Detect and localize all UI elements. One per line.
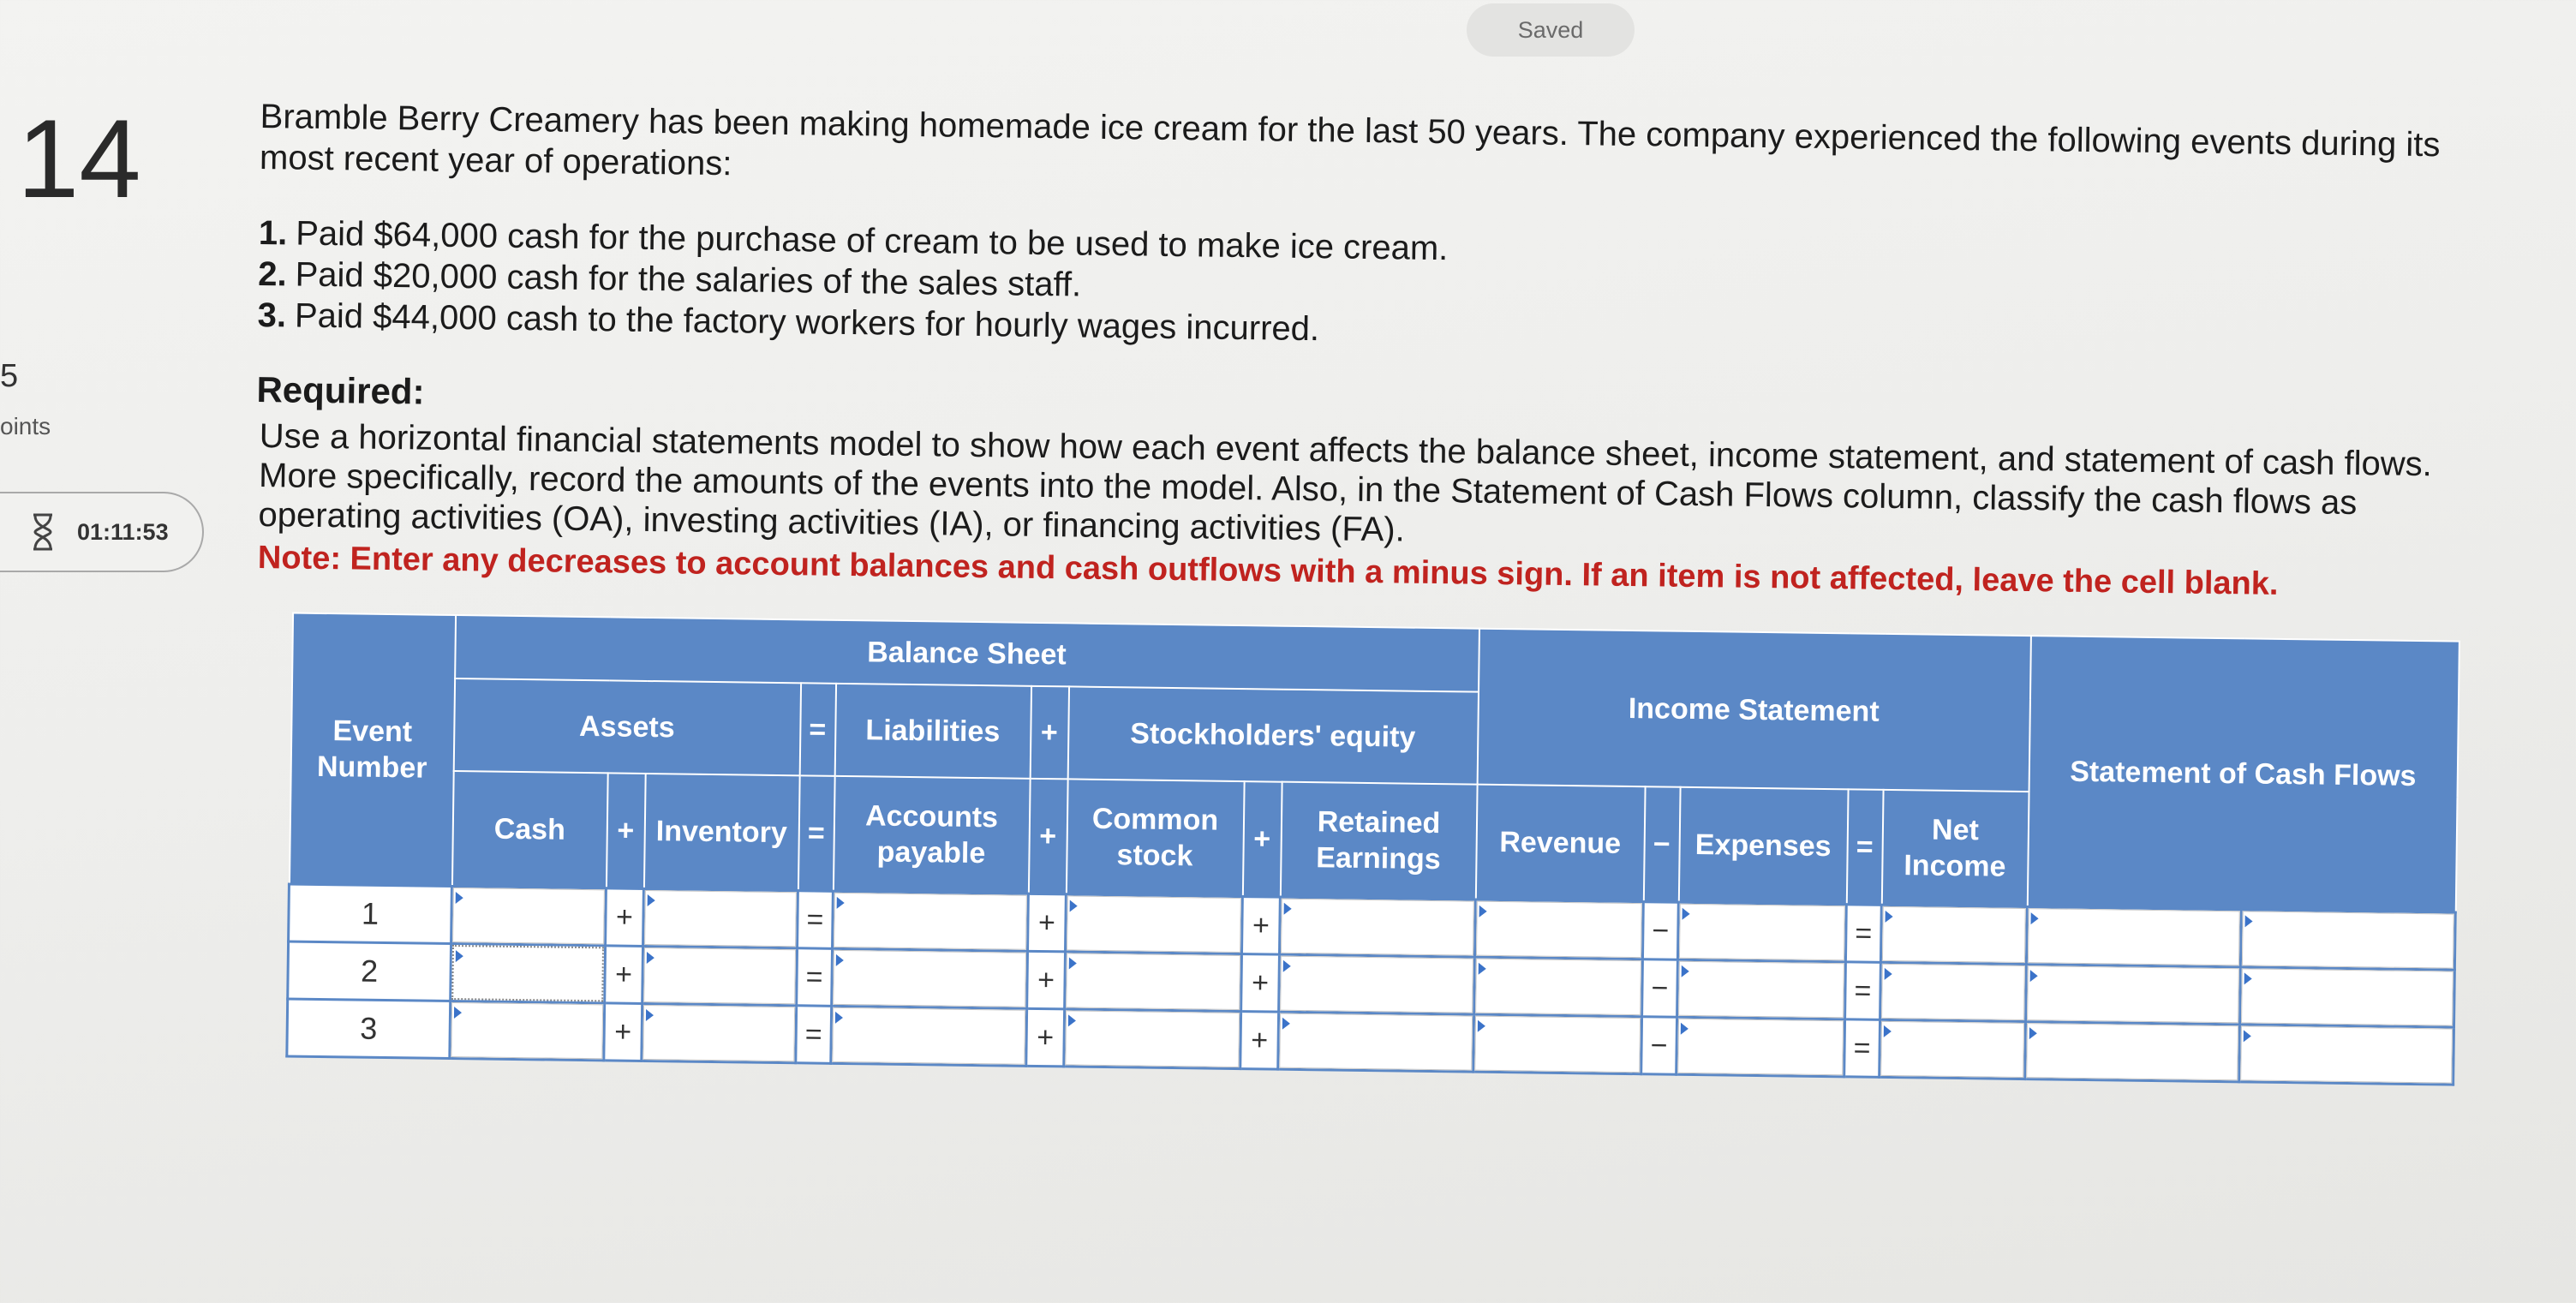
common-stock-input[interactable]	[1066, 953, 1240, 1010]
header-accounts-payable: Accounts payable	[833, 776, 1030, 894]
header-op-plus: +	[1028, 779, 1067, 894]
header-op-equals: =	[799, 683, 835, 776]
required-heading: Required:	[256, 368, 425, 412]
financial-model	[285, 613, 2481, 1086]
op-plus: +	[1028, 894, 1067, 952]
op-plus: +	[1241, 954, 1280, 1013]
header-op-plus: +	[1242, 781, 1282, 897]
cash-input[interactable]	[451, 1002, 603, 1059]
expenses-input-cell[interactable]	[1677, 902, 1846, 962]
header-common-stock: Common stock	[1066, 779, 1244, 896]
cash-flow-amount-input[interactable]	[2027, 965, 2239, 1023]
header-cash: Cash	[451, 771, 607, 888]
header-retained-earnings: Retained Earnings	[1280, 782, 1477, 900]
net-income-input[interactable]	[1881, 964, 2025, 1020]
list-item: 3. Paid $44,000 cash to the factory workers for hourly wages incurred.	[257, 296, 1320, 349]
common-stock-input[interactable]	[1067, 895, 1241, 953]
cash-flow-class-input[interactable]	[2240, 1025, 2453, 1083]
inventory-input[interactable]	[644, 890, 797, 947]
financial-statements-table	[285, 613, 2460, 1086]
cash-flow-amount-input[interactable]	[2026, 1023, 2238, 1080]
common-stock-input-cell[interactable]	[1066, 894, 1243, 954]
retained-earnings-input[interactable]	[1280, 956, 1473, 1013]
cash-flow-amount-cell[interactable]	[2025, 1022, 2240, 1082]
accounts-payable-input-cell[interactable]	[833, 891, 1029, 951]
accounts-payable-input[interactable]	[833, 950, 1026, 1007]
op-minus: −	[1641, 1017, 1677, 1075]
header-op-minus: −	[1643, 786, 1680, 902]
list-item: 1. Paid $64,000 cash for the purchase of cream to be used to make ice cream.	[258, 213, 1449, 268]
revenue-input-cell[interactable]	[1474, 957, 1643, 1017]
header-net-income: Net Income	[1881, 790, 2029, 907]
timer-value: 01:11:53	[77, 518, 169, 545]
expenses-input-cell[interactable]	[1676, 1017, 1845, 1077]
retained-earnings-input-cell[interactable]	[1278, 1012, 1474, 1072]
op-plus: +	[1027, 951, 1066, 1009]
accounts-payable-input-cell[interactable]	[831, 1006, 1027, 1066]
event-number-cell: 2	[288, 941, 451, 1001]
inventory-input-cell[interactable]	[643, 946, 798, 1005]
header-revenue: Revenue	[1475, 785, 1645, 902]
net-income-input-cell[interactable]	[1880, 905, 2027, 964]
cash-input[interactable]	[452, 888, 605, 944]
revenue-input-cell[interactable]	[1473, 1014, 1642, 1074]
header-expenses: Expenses	[1678, 787, 1848, 905]
expenses-input[interactable]	[1679, 904, 1845, 961]
question-content	[248, 96, 2487, 1086]
retained-earnings-input[interactable]	[1279, 1013, 1473, 1071]
saved-status: Saved	[1467, 3, 1635, 57]
common-stock-input-cell[interactable]	[1065, 952, 1242, 1012]
op-equals: =	[798, 891, 834, 949]
header-op-equals: =	[1846, 789, 1883, 905]
net-income-input[interactable]	[1882, 906, 2026, 963]
op-plus: +	[1241, 897, 1280, 955]
instructions-text: Use a horizontal financial statements model to show how each event affects the balance sheet, income statement, and statement of cash flows. More specifically, record the amounts of the events into the model. Also, in the Statement of Cash Flows column, classify the cash flows as operating activities (OA), investing activities (IA), or financing activities (FA).	[258, 417, 2433, 549]
event-number-cell: 1	[289, 884, 452, 943]
common-stock-input-cell[interactable]	[1064, 1009, 1241, 1069]
note-text: Note: Enter any decreases to account balances and cash outflows with a minus sign. If an item is not affected, leave the cell blank.	[257, 540, 2279, 602]
event-number-cell: 3	[287, 999, 451, 1058]
expenses-input[interactable]	[1677, 1019, 1844, 1076]
cash-flow-amount-cell[interactable]	[2026, 907, 2241, 967]
header-income-statement: Income Statement	[1477, 629, 2030, 792]
header-liabilities: Liabilities	[834, 684, 1031, 779]
header-statement-cash-flows: Statement of Cash Flows	[2027, 636, 2459, 912]
timer[interactable]	[0, 492, 204, 572]
op-equals: =	[1845, 905, 1881, 963]
retained-earnings-input-cell[interactable]	[1279, 954, 1475, 1014]
header-assets: Assets	[453, 678, 800, 775]
op-plus: +	[1026, 1008, 1065, 1067]
op-minus: −	[1642, 902, 1678, 960]
problem-intro: Bramble Berry Creamery has been making homemade ice cream for the last 50 years. The company experienced the following events during its most recent year of operations:	[259, 97, 2441, 183]
op-plus: +	[1240, 1012, 1279, 1070]
list-item: 2. Paid $20,000 cash for the salaries of the sales staff.	[257, 254, 1082, 304]
op-minus: −	[1642, 959, 1678, 1018]
retained-earnings-input[interactable]	[1281, 899, 1474, 956]
header-op-plus: +	[606, 773, 645, 888]
expenses-input-cell[interactable]	[1677, 959, 1846, 1019]
revenue-input[interactable]	[1475, 959, 1641, 1016]
accounts-payable-input[interactable]	[834, 893, 1027, 950]
op-equals: =	[1845, 962, 1881, 1020]
net-income-input-cell[interactable]	[1880, 962, 2027, 1021]
cash-flow-class-cell[interactable]	[2239, 1025, 2454, 1085]
header-event-number: Event Number	[289, 613, 455, 887]
op-equals: =	[1844, 1019, 1880, 1078]
cash-flow-amount-cell[interactable]	[2026, 965, 2241, 1025]
points-value: 5	[0, 358, 19, 394]
inventory-input[interactable]	[643, 947, 796, 1004]
accounts-payable-input-cell[interactable]	[832, 948, 1028, 1008]
cash-flow-class-cell[interactable]	[2240, 967, 2455, 1027]
op-plus: +	[604, 1003, 643, 1061]
cash-flow-class-input[interactable]	[2241, 968, 2453, 1025]
common-stock-input[interactable]	[1065, 1010, 1240, 1067]
cash-input-cell[interactable]	[451, 887, 607, 946]
accounts-payable-input[interactable]	[832, 1007, 1025, 1065]
header-op-equals: =	[798, 775, 834, 891]
cash-flow-class-input[interactable]	[2242, 911, 2454, 968]
header-inventory: Inventory	[643, 774, 799, 891]
net-income-input-cell[interactable]	[1880, 1019, 2026, 1079]
header-balance-sheet: Balance Sheet	[455, 615, 1479, 692]
op-equals: =	[797, 948, 833, 1007]
op-plus: +	[605, 946, 643, 1004]
cash-flow-class-cell[interactable]	[2240, 910, 2455, 970]
retained-earnings-input-cell[interactable]	[1279, 897, 1475, 957]
cash-input-cell[interactable]	[451, 943, 606, 1002]
inventory-input-cell[interactable]	[642, 1003, 797, 1062]
revenue-input-cell[interactable]	[1474, 900, 1643, 959]
question-number: 14	[17, 96, 141, 221]
cash-input-cell[interactable]	[450, 1001, 605, 1060]
op-plus: +	[606, 888, 644, 947]
net-income-input[interactable]	[1880, 1021, 2024, 1078]
cash-flow-amount-input[interactable]	[2028, 908, 2240, 965]
hourglass-icon	[31, 513, 55, 551]
header-op-plus: +	[1030, 686, 1068, 780]
expenses-input[interactable]	[1678, 961, 1844, 1019]
inventory-input[interactable]	[643, 1005, 795, 1061]
cash-input[interactable]	[451, 945, 604, 1001]
event-list	[257, 212, 2486, 365]
revenue-input[interactable]	[1476, 901, 1642, 959]
header-stockholders-equity: Stockholders' equity	[1067, 686, 1478, 784]
points-label: oints	[0, 413, 51, 439]
inventory-input-cell[interactable]	[643, 888, 798, 947]
revenue-input[interactable]	[1474, 1016, 1641, 1073]
op-equals: =	[796, 1006, 832, 1064]
